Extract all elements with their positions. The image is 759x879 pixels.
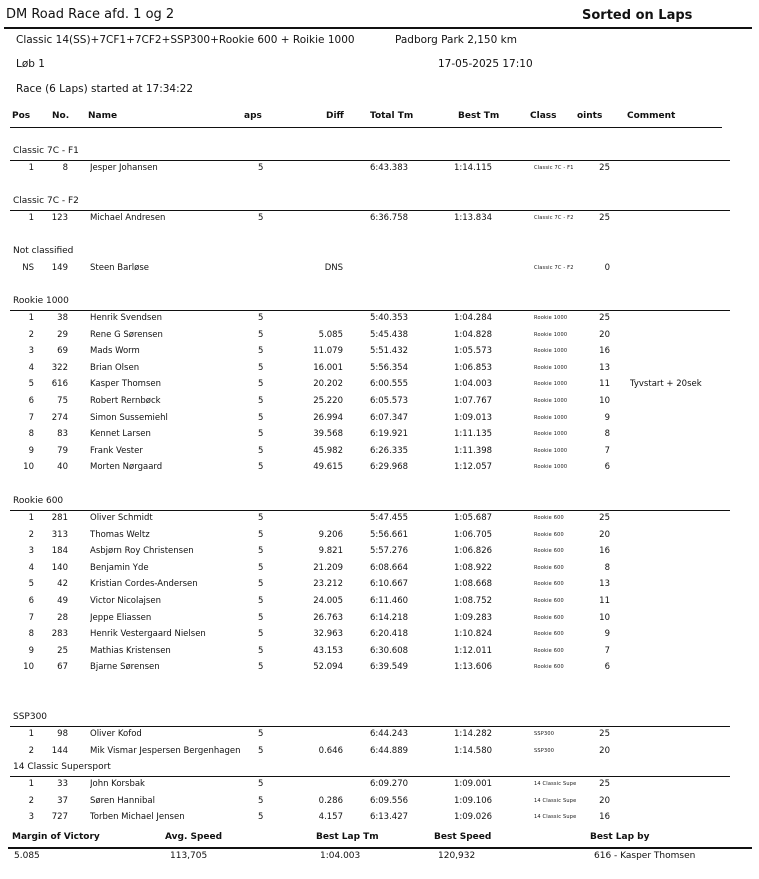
cell-name: Oliver Schmidt <box>90 513 153 523</box>
col-no: No. <box>52 111 70 121</box>
cell-best: 1:11.398 <box>454 445 493 456</box>
cell-pos: 8 <box>28 429 34 440</box>
cell-name: Victor Nicolajsen <box>90 596 161 606</box>
cell-name: Kennet Larsen <box>90 429 151 440</box>
cell-class: Rookie 1000 <box>534 447 568 454</box>
cell-no: 38 <box>57 313 68 323</box>
cell-pos: 1 <box>28 779 34 789</box>
cell-diff: 0.286 <box>318 795 343 806</box>
cell-best: 1:12.011 <box>454 645 493 656</box>
cell-no: 40 <box>57 462 68 473</box>
cell-no: 144 <box>51 745 68 756</box>
cell-name: Mik Vismar Jespersen Bergenhagen <box>90 745 241 756</box>
cell-class: Classic 7C - F2 <box>534 265 574 271</box>
cell-pos: 2 <box>28 329 34 340</box>
cell-pos: 5 <box>28 579 34 590</box>
cell-class: Rookie 1000 <box>534 348 568 355</box>
cell-diff: 26.994 <box>313 412 343 423</box>
cell-total: 6:10.667 <box>370 579 409 590</box>
cell-laps: 5 <box>258 612 264 623</box>
margin-of-victory-value: 5.085 <box>14 851 40 861</box>
cell-best: 1:09.001 <box>454 779 493 789</box>
col-laps: aps <box>244 111 262 121</box>
cell-pos: 2 <box>28 529 34 540</box>
cell-pos: 2 <box>28 745 34 756</box>
section-rule <box>10 210 730 211</box>
cell-class: Classic 7C - F1 <box>534 165 574 171</box>
cell-class: Rookie 600 <box>534 564 564 571</box>
cell-total: 6:43.383 <box>370 163 409 173</box>
cell-class: Rookie 600 <box>534 664 564 671</box>
col-name: Name <box>88 111 118 121</box>
cell-best: 1:05.687 <box>454 513 493 523</box>
cell-points: 11 <box>599 596 610 606</box>
cell-diff: 24.005 <box>313 596 343 606</box>
cell-laps: 5 <box>258 529 264 540</box>
race-start-line: Race (6 Laps) started at 17:34:22 <box>16 83 194 95</box>
cell-pos: 9 <box>28 645 34 656</box>
cell-points: 20 <box>599 329 610 340</box>
cell-laps: 5 <box>258 462 264 473</box>
cell-class: Classic 7C - F2 <box>534 215 574 221</box>
cell-laps: 5 <box>258 329 264 340</box>
cell-points: 0 <box>604 263 610 273</box>
cell-total: 6:29.968 <box>370 462 409 473</box>
cell-diff: 9.821 <box>318 546 343 557</box>
cell-name: Simon Sussemiehl <box>90 412 168 423</box>
cell-name: Jeppe Eliassen <box>90 612 152 623</box>
report-title: DM Road Race afd. 1 og 2 <box>6 7 175 22</box>
cell-points: 16 <box>599 546 610 557</box>
cell-class: Rookie 600 <box>534 614 564 621</box>
cell-name: Asbjørn Roy Christensen <box>90 546 194 557</box>
cell-no: 29 <box>57 329 68 340</box>
cell-total: 5:51.432 <box>370 346 409 357</box>
cell-total: 6:30.608 <box>370 645 409 656</box>
cell-best: 1:14.115 <box>454 163 493 173</box>
sort-label: Sorted on Laps <box>582 8 693 23</box>
cell-class: Rookie 600 <box>534 647 564 654</box>
cell-laps: 5 <box>258 729 264 739</box>
cell-pos: 1 <box>28 513 34 523</box>
section-title: 14 Classic Supersport <box>13 762 111 772</box>
cell-pos: 5 <box>28 379 34 390</box>
cell-laps: 5 <box>258 779 264 789</box>
cell-no: 727 <box>51 812 68 823</box>
cell-best: 1:09.013 <box>454 412 493 423</box>
cell-class: Rookie 600 <box>534 598 564 604</box>
cell-laps: 5 <box>258 445 264 456</box>
cell-laps: 5 <box>258 429 264 440</box>
cell-no: 83 <box>57 429 68 440</box>
cell-class: SSP300 <box>534 747 555 754</box>
cell-no: 313 <box>51 529 68 540</box>
cell-laps: 5 <box>258 562 264 573</box>
col-total: Total Tm <box>370 111 414 121</box>
section-title: SSP300 <box>13 712 48 722</box>
cell-no: 140 <box>51 562 68 573</box>
cell-diff: 16.001 <box>313 362 343 373</box>
cell-points: 25 <box>599 729 610 739</box>
col-comment: Comment <box>627 111 676 121</box>
cell-pos: 1 <box>28 729 34 739</box>
cell-diff: 20.202 <box>313 379 343 390</box>
cell-no: 79 <box>57 445 68 456</box>
cell-points: 13 <box>599 579 610 590</box>
run-label: Løb 1 <box>16 58 45 70</box>
cell-points: 25 <box>599 513 610 523</box>
cell-best: 1:08.922 <box>454 562 493 573</box>
cell-name: Bjarne Sørensen <box>90 662 160 673</box>
cell-best: 1:08.752 <box>454 596 493 606</box>
footer-rule <box>8 847 752 849</box>
cell-total: 6:05.573 <box>370 396 409 406</box>
margin-of-victory-label: Margin of Victory <box>12 832 100 842</box>
cell-pos: 7 <box>28 412 34 423</box>
cell-name: Thomas Weltz <box>90 529 150 540</box>
cell-comment: Tyvstart + 20sek <box>630 379 702 390</box>
cell-total: 6:26.335 <box>370 445 409 456</box>
cell-class: SSP300 <box>534 731 555 737</box>
cell-class: Rookie 1000 <box>534 381 568 388</box>
cell-diff: 43.153 <box>313 645 343 656</box>
cell-total: 6:44.243 <box>370 729 409 739</box>
cell-diff: 21.209 <box>313 562 343 573</box>
col-diff: Diff <box>326 111 344 121</box>
cell-points: 20 <box>599 529 610 540</box>
cell-best: 1:13.606 <box>454 662 493 673</box>
cell-total: 5:45.438 <box>370 329 409 340</box>
cell-pos: 9 <box>28 445 34 456</box>
cell-total: 6:00.555 <box>370 379 409 390</box>
cell-pos: 3 <box>28 346 34 357</box>
cell-best: 1:09.106 <box>454 795 493 806</box>
section-title: Classic 7C - F2 <box>13 196 79 206</box>
cell-best: 1:09.026 <box>454 812 493 823</box>
cell-pos: 10 <box>23 662 34 673</box>
best-lap-time-label: Best Lap Tm <box>316 832 379 842</box>
best-lap-by-value: 616 - Kasper Thomsen <box>594 851 696 861</box>
cell-total: 6:13.427 <box>370 812 409 823</box>
cell-laps: 5 <box>258 795 264 806</box>
cell-laps: 5 <box>258 812 264 823</box>
cell-best: 1:08.668 <box>454 579 493 590</box>
cell-pos: 1 <box>28 163 34 173</box>
cell-no: 322 <box>51 362 68 373</box>
cell-points: 6 <box>604 662 610 673</box>
cell-best: 1:05.573 <box>454 346 493 357</box>
track-name: Padborg Park 2,150 km <box>395 34 517 46</box>
cell-class: 14 Classic Supe <box>534 797 577 804</box>
cell-class: Rookie 1000 <box>534 364 568 371</box>
cell-total: 6:09.556 <box>370 795 409 806</box>
cell-best: 1:07.767 <box>454 396 493 406</box>
cell-diff: 32.963 <box>313 629 343 640</box>
cell-no: 69 <box>57 346 68 357</box>
cell-diff: 26.763 <box>313 612 343 623</box>
cell-pos: 8 <box>28 629 34 640</box>
cell-no: 67 <box>57 662 68 673</box>
col-points: oints <box>577 111 603 121</box>
cell-name: Michael Andresen <box>90 213 166 223</box>
cell-total: 5:40.353 <box>370 313 409 323</box>
cell-points: 25 <box>599 313 610 323</box>
col-best: Best Tm <box>458 111 500 121</box>
cell-laps: 5 <box>258 412 264 423</box>
cell-diff: 9.206 <box>318 529 343 540</box>
section-rule <box>10 160 730 161</box>
cell-points: 7 <box>604 645 610 656</box>
cell-no: 25 <box>57 645 68 656</box>
classes-line: Classic 14(SS)+7CF1+7CF2+SSP300+Rookie 600 + Roikie 1000 <box>16 34 355 46</box>
cell-pos: 4 <box>28 562 34 573</box>
cell-best: 1:06.853 <box>454 362 493 373</box>
cell-no: 98 <box>57 729 68 739</box>
cell-name: Oliver Kofod <box>90 729 142 739</box>
cell-diff: 0.646 <box>318 745 343 756</box>
cell-name: Torben Michael Jensen <box>90 812 185 823</box>
avg-speed-label: Avg. Speed <box>165 832 223 842</box>
cell-diff: 11.079 <box>313 346 343 357</box>
cell-total: 6:09.270 <box>370 779 409 789</box>
cell-total: 6:44.889 <box>370 745 409 756</box>
col-class: Class <box>530 111 557 121</box>
cell-points: 16 <box>599 812 610 823</box>
cell-best: 1:10.824 <box>454 629 493 640</box>
cell-points: 6 <box>604 462 610 473</box>
cell-pos: 10 <box>23 462 34 473</box>
cell-best: 1:13.834 <box>454 213 493 223</box>
cell-class: Rookie 1000 <box>534 331 568 338</box>
cell-best: 1:12.057 <box>454 462 493 473</box>
cell-class: Rookie 1000 <box>534 414 568 421</box>
cell-points: 10 <box>599 396 610 406</box>
cell-no: 37 <box>57 795 68 806</box>
cell-name: Kristian Cordes-Andersen <box>90 579 198 590</box>
cell-laps: 5 <box>258 546 264 557</box>
cell-points: 10 <box>599 612 610 623</box>
cell-laps: 5 <box>258 579 264 590</box>
cell-no: 283 <box>51 629 68 640</box>
section-title: Classic 7C - F1 <box>13 146 79 156</box>
cell-class: Rookie 600 <box>534 548 564 555</box>
cell-best: 1:04.284 <box>454 313 493 323</box>
section-rule <box>10 310 730 311</box>
cell-name: Brian Olsen <box>90 362 140 373</box>
section-title: Rookie 600 <box>13 496 64 506</box>
cell-no: 281 <box>51 513 68 523</box>
cell-no: 42 <box>57 579 68 590</box>
cell-no: 28 <box>57 612 68 623</box>
cell-class: Rookie 1000 <box>534 464 568 471</box>
cell-total: 6:39.549 <box>370 662 409 673</box>
cell-total: 6:19.921 <box>370 429 409 440</box>
cell-no: 184 <box>51 546 68 557</box>
column-header-rule <box>10 127 722 128</box>
cell-pos: 6 <box>28 396 34 406</box>
cell-diff: 25.220 <box>313 396 343 406</box>
cell-no: 8 <box>62 163 68 173</box>
cell-laps: 5 <box>258 213 264 223</box>
cell-total: 5:56.354 <box>370 362 409 373</box>
best-lap-by-label: Best Lap by <box>590 832 650 842</box>
cell-diff: 52.094 <box>313 662 343 673</box>
cell-points: 25 <box>599 779 610 789</box>
cell-points: 25 <box>599 213 610 223</box>
cell-total: 6:36.758 <box>370 213 409 223</box>
cell-name: Frank Vester <box>90 445 143 456</box>
cell-diff: 39.568 <box>313 429 343 440</box>
section-rule <box>10 726 730 727</box>
cell-name: John Korsbak <box>90 779 145 789</box>
cell-pos: 1 <box>28 213 34 223</box>
cell-name: Steen Barløse <box>90 263 150 273</box>
cell-points: 25 <box>599 163 610 173</box>
cell-laps: 5 <box>258 596 264 606</box>
cell-points: 16 <box>599 346 610 357</box>
cell-diff: 5.085 <box>318 329 343 340</box>
cell-name: Jesper Johansen <box>90 163 158 173</box>
cell-diff: DNS <box>324 263 343 273</box>
section-title: Not classified <box>13 246 74 256</box>
cell-name: Henrik Vestergaard Nielsen <box>90 629 206 640</box>
cell-pos: 1 <box>28 313 34 323</box>
cell-total: 6:20.418 <box>370 629 409 640</box>
cell-points: 20 <box>599 795 610 806</box>
cell-laps: 5 <box>258 313 264 323</box>
cell-best: 1:04.828 <box>454 329 493 340</box>
cell-no: 616 <box>51 379 68 390</box>
cell-diff: 4.157 <box>318 812 343 823</box>
cell-name: Rene G Sørensen <box>90 329 163 340</box>
cell-laps: 5 <box>258 396 264 406</box>
cell-diff: 23.212 <box>313 579 343 590</box>
cell-total: 6:07.347 <box>370 412 409 423</box>
cell-no: 49 <box>57 596 68 606</box>
cell-name: Robert Rernbøck <box>90 396 161 406</box>
cell-class: Rookie 1000 <box>534 315 568 321</box>
cell-diff: 45.982 <box>313 445 343 456</box>
cell-points: 8 <box>604 562 610 573</box>
cell-name: Morten Nørgaard <box>90 462 163 473</box>
cell-best: 1:06.826 <box>454 546 493 557</box>
cell-points: 13 <box>599 362 610 373</box>
cell-class: Rookie 600 <box>534 631 564 638</box>
col-pos: Pos <box>12 111 31 121</box>
cell-no: 75 <box>57 396 68 406</box>
report-datetime: 17-05-2025 17:10 <box>438 58 533 70</box>
cell-pos: 7 <box>28 612 34 623</box>
cell-best: 1:11.135 <box>454 429 493 440</box>
cell-pos: 3 <box>28 546 34 557</box>
avg-speed-value: 113,705 <box>170 851 208 861</box>
cell-best: 1:14.282 <box>454 729 493 739</box>
cell-laps: 5 <box>258 745 264 756</box>
cell-no: 274 <box>51 412 68 423</box>
cell-name: Søren Hannibal <box>90 795 155 806</box>
cell-class: Rookie 600 <box>534 515 564 521</box>
cell-laps: 5 <box>258 629 264 640</box>
cell-laps: 5 <box>258 513 264 523</box>
cell-class: Rookie 600 <box>534 581 564 588</box>
best-speed-value: 120,932 <box>438 851 476 861</box>
cell-laps: 5 <box>258 346 264 357</box>
cell-pos: 4 <box>28 362 34 373</box>
cell-no: 123 <box>51 213 68 223</box>
cell-laps: 5 <box>258 662 264 673</box>
section-title: Rookie 1000 <box>13 296 69 306</box>
cell-no: 33 <box>57 779 68 789</box>
cell-best: 1:06.705 <box>454 529 493 540</box>
cell-points: 20 <box>599 745 610 756</box>
cell-total: 6:11.460 <box>370 596 409 606</box>
cell-best: 1:14.580 <box>454 745 493 756</box>
cell-best: 1:09.283 <box>454 612 493 623</box>
cell-points: 11 <box>599 379 610 390</box>
cell-points: 8 <box>604 429 610 440</box>
cell-total: 5:56.661 <box>370 529 409 540</box>
cell-class: Rookie 1000 <box>534 398 568 404</box>
cell-points: 9 <box>604 412 610 423</box>
cell-laps: 5 <box>258 645 264 656</box>
cell-laps: 5 <box>258 362 264 373</box>
cell-class: 14 Classic Supe <box>534 814 577 821</box>
cell-class: Rookie 600 <box>534 531 564 538</box>
header-rule <box>4 27 752 29</box>
cell-name: Benjamin Yde <box>90 562 149 573</box>
cell-pos: NS <box>22 263 34 273</box>
cell-name: Mads Worm <box>90 346 140 357</box>
cell-no: 149 <box>51 263 68 273</box>
cell-pos: 2 <box>28 795 34 806</box>
cell-class: Rookie 1000 <box>534 431 568 438</box>
cell-total: 6:14.218 <box>370 612 409 623</box>
cell-diff: 49.615 <box>313 462 343 473</box>
best-lap-time-value: 1:04.003 <box>320 851 361 861</box>
cell-total: 5:57.276 <box>370 546 409 557</box>
cell-laps: 5 <box>258 379 264 390</box>
cell-name: Kasper Thomsen <box>90 379 161 390</box>
cell-laps: 5 <box>258 163 264 173</box>
cell-name: Henrik Svendsen <box>90 313 162 323</box>
section-rule <box>10 510 730 511</box>
section-rule <box>10 776 730 777</box>
cell-total: 6:08.664 <box>370 562 409 573</box>
cell-pos: 6 <box>28 596 34 606</box>
cell-points: 7 <box>604 445 610 456</box>
cell-total: 5:47.455 <box>370 513 409 523</box>
best-speed-label: Best Speed <box>434 832 492 842</box>
cell-class: 14 Classic Supe <box>534 781 577 787</box>
cell-points: 9 <box>604 629 610 640</box>
cell-best: 1:04.003 <box>454 379 493 390</box>
cell-pos: 3 <box>28 812 34 823</box>
cell-name: Mathias Kristensen <box>90 645 171 656</box>
